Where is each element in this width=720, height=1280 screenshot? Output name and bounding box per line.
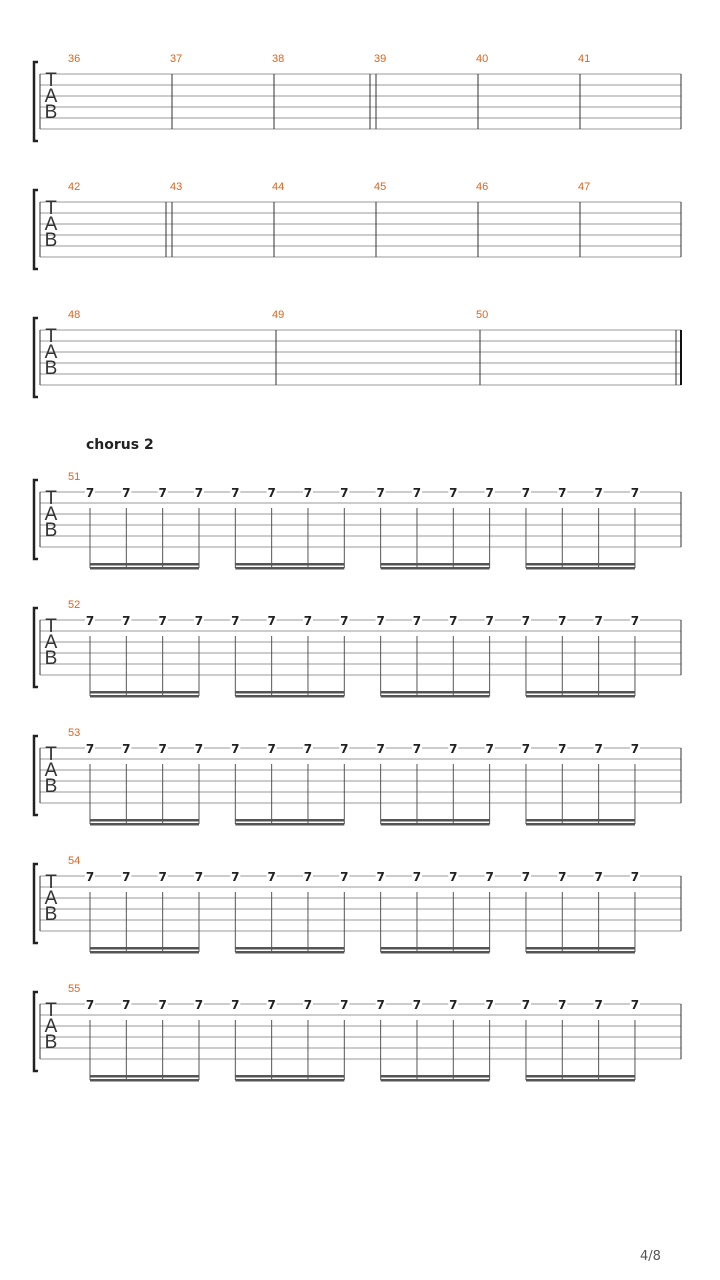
tab-clef-b: B [44,1032,58,1053]
tab-clef-b: B [44,102,58,123]
fret-number: 7 [303,870,313,884]
tab-clef-t: T [45,326,57,347]
measure-number-54: 54 [68,855,81,867]
fret-number: 7 [412,614,422,628]
beam-primary [381,1075,490,1078]
system-brace [34,736,38,815]
beam-secondary [90,823,199,826]
fret-number: 7 [267,870,276,884]
fret-number: 7 [449,742,458,756]
beam-primary [235,947,344,950]
fret-number: 7 [558,614,567,628]
fret-number: 7 [485,614,494,628]
beam-primary [235,563,344,566]
system-brace [34,992,38,1071]
fret-number: 7 [376,998,385,1012]
beam-primary [526,563,635,566]
fret-number: 7 [303,486,313,500]
fret-number: 7 [267,998,276,1012]
fret-number: 7 [340,998,349,1012]
page-number: 4/8 [640,1249,661,1264]
fret-number: 7 [594,870,603,884]
fret-number: 7 [630,870,640,884]
fret-number: 7 [194,742,204,756]
fret-number: 7 [231,742,240,756]
fret-number: 7 [449,998,458,1012]
beam-secondary [381,1079,490,1082]
fret-number: 7 [630,486,640,500]
fret-number: 7 [194,486,204,500]
beam-secondary [526,695,635,698]
beam-primary [526,819,635,822]
tab-clef-t: T [45,1000,57,1021]
beam-secondary [90,1079,199,1082]
beam-primary [90,691,199,694]
measure-number-42: 42 [68,181,81,193]
tab-clef-t: T [45,616,57,637]
fret-number: 7 [412,870,422,884]
fret-number: 7 [485,870,494,884]
fret-number: 7 [485,998,494,1012]
tab-clef-a: A [44,632,58,653]
fret-number: 7 [267,742,276,756]
beam-primary [381,947,490,950]
beam-primary [235,691,344,694]
fret-number: 7 [303,998,313,1012]
fret-number: 7 [376,486,385,500]
beam-primary [90,563,199,566]
beam-secondary [90,951,199,954]
fret-number: 7 [376,742,385,756]
fret-number: 7 [158,998,167,1012]
measure-number-50: 50 [476,309,489,321]
measure-number-52: 52 [68,599,81,611]
measure-number-36: 36 [68,53,81,65]
fret-number: 7 [558,870,567,884]
fret-number: 7 [231,870,240,884]
beam-secondary [235,951,344,954]
measure-number-45: 45 [374,181,387,193]
fret-number: 7 [594,742,603,756]
fret-number: 7 [521,614,531,628]
beam-secondary [381,951,490,954]
fret-number: 7 [521,742,531,756]
tab-clef-t: T [45,488,57,509]
fret-number: 7 [122,614,131,628]
beam-secondary [90,695,199,698]
beam-secondary [381,695,490,698]
fret-number: 7 [594,614,603,628]
beam-secondary [235,695,344,698]
fret-number: 7 [85,870,95,884]
fret-number: 7 [521,870,531,884]
fret-number: 7 [630,614,640,628]
beam-secondary [235,567,344,570]
fret-number: 7 [558,486,567,500]
beam-primary [90,1075,199,1078]
measure-number-49: 49 [272,309,285,321]
tab-clef-t: T [45,70,57,91]
fret-number: 7 [267,486,276,500]
measure-number-40: 40 [476,53,489,65]
beam-primary [526,1075,635,1078]
fret-number: 7 [158,614,167,628]
beam-secondary [381,823,490,826]
fret-number: 7 [485,742,494,756]
tab-clef-b: B [44,230,58,251]
measure-number-37: 37 [170,53,183,65]
beam-secondary [526,1079,635,1082]
beam-primary [526,947,635,950]
fret-number: 7 [122,998,131,1012]
section-label-chorus-2: chorus 2 [86,437,154,453]
tab-clef-t: T [45,198,57,219]
fret-number: 7 [303,742,313,756]
fret-number: 7 [158,742,167,756]
system-brace [34,608,38,687]
beam-primary [381,691,490,694]
system-brace [34,190,38,269]
beam-secondary [526,951,635,954]
fret-number: 7 [594,998,603,1012]
system-brace [34,318,38,397]
fret-number: 7 [303,614,313,628]
beam-primary [235,1075,344,1078]
system-brace [34,864,38,943]
fret-number: 7 [630,742,640,756]
tab-clef-a: A [44,342,58,363]
fret-number: 7 [376,870,385,884]
beam-secondary [235,823,344,826]
beam-secondary [381,567,490,570]
measure-number-38: 38 [272,53,285,65]
tab-clef-a: A [44,1016,58,1037]
fret-number: 7 [485,486,494,500]
fret-number: 7 [340,742,349,756]
fret-number: 7 [594,486,603,500]
tab-clef-t: T [45,744,57,765]
fret-number: 7 [449,486,458,500]
fret-number: 7 [158,870,167,884]
measure-number-47: 47 [578,181,591,193]
tab-clef-a: A [44,86,58,107]
fret-number: 7 [122,742,131,756]
fret-number: 7 [558,998,567,1012]
measure-number-51: 51 [68,471,81,483]
beam-primary [235,819,344,822]
measure-number-39: 39 [374,53,387,65]
fret-number: 7 [122,870,131,884]
fret-number: 7 [449,870,458,884]
beam-primary [90,947,199,950]
fret-number: 7 [231,614,240,628]
beam-secondary [526,567,635,570]
fret-number: 7 [267,614,276,628]
fret-number: 7 [630,998,640,1012]
fret-number: 7 [231,998,240,1012]
fret-number: 7 [340,870,349,884]
fret-number: 7 [449,614,458,628]
measure-number-46: 46 [476,181,489,193]
tab-clef-a: A [44,214,58,235]
fret-number: 7 [158,486,167,500]
fret-number: 7 [521,486,531,500]
beam-primary [90,819,199,822]
beam-primary [381,819,490,822]
measure-number-44: 44 [272,181,285,193]
fret-number: 7 [85,614,95,628]
measure-number-43: 43 [170,181,183,193]
fret-number: 7 [558,742,567,756]
beam-secondary [235,1079,344,1082]
fret-number: 7 [85,742,95,756]
fret-number: 7 [521,998,531,1012]
measure-number-41: 41 [578,53,591,65]
fret-number: 7 [340,486,349,500]
measure-number-48: 48 [68,309,81,321]
fret-number: 7 [194,998,204,1012]
tab-clef-b: B [44,648,58,669]
tab-clef-a: A [44,760,58,781]
beam-secondary [526,823,635,826]
tab-clef-t: T [45,872,57,893]
system-brace [34,480,38,559]
tab-clef-a: A [44,504,58,525]
fret-number: 7 [85,486,95,500]
system-brace [34,62,38,141]
fret-number: 7 [412,998,422,1012]
measure-number-55: 55 [68,983,81,995]
tab-clef-b: B [44,358,58,379]
beam-secondary [90,567,199,570]
fret-number: 7 [85,998,95,1012]
fret-number: 7 [376,614,385,628]
tab-clef-a: A [44,888,58,909]
beam-primary [381,563,490,566]
tab-clef-b: B [44,776,58,797]
beam-primary [526,691,635,694]
fret-number: 7 [231,486,240,500]
fret-number: 7 [194,614,204,628]
fret-number: 7 [412,486,422,500]
tab-clef-b: B [44,904,58,925]
measure-number-53: 53 [68,727,81,739]
fret-number: 7 [412,742,422,756]
fret-number: 7 [340,614,349,628]
fret-number: 7 [194,870,204,884]
tab-clef-b: B [44,520,58,541]
fret-number: 7 [122,486,131,500]
